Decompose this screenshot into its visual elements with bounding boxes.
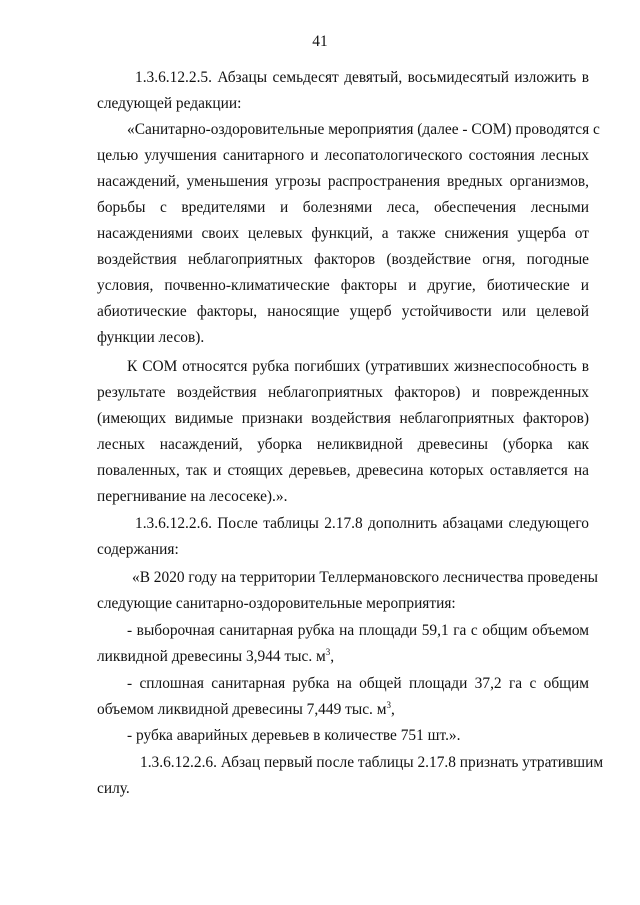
paragraph-line — [97, 700, 589, 720]
paragraph-line: поваленных, так и стоящих деревьев, древесина которых оставляется на — [97, 462, 589, 479]
paragraph-line: насаждениями своих целевых функций, а также снижения ущерба от — [97, 225, 589, 242]
paragraph-line: насаждений, уменьшения угрозы распространения вредных организмов, — [97, 173, 589, 190]
paragraph-line: борьбы с вредителями и болезнями леса, обеспечения лесными — [97, 199, 589, 216]
paragraph-line: - выборочная санитарная рубка на площади 59,1 га с общим объемом — [127, 622, 589, 639]
paragraph-line: перегнивание на лесосеке).». — [97, 488, 288, 505]
paragraph-line: силу. — [97, 780, 130, 797]
paragraph-line: 1.3.6.12.2.6. После таблицы 2.17.8 дополнить абзацами следующего — [135, 515, 589, 532]
paragraph-line: результате воздействия неблагоприятных факторов) и поврежденных — [97, 384, 589, 401]
paragraph-line: - сплошная санитарная рубка на общей площади 37,2 га с общим — [127, 675, 589, 692]
paragraph-line: целью улучшения санитарного и лесопатологического состояния лесных — [97, 147, 589, 164]
paragraph-line: «Санитарно-оздоровительные мероприятия (далее - СОМ) проводятся с — [127, 121, 600, 138]
line-text: объемом ликвидной древесины 7,449 тыс. м — [97, 701, 387, 718]
paragraph-line: К СОМ относятся рубка погибших (утративших жизнеспособность в — [127, 358, 589, 375]
line-punctuation: , — [330, 648, 335, 665]
line-text: ликвидной древесины 3,944 тыс. м — [97, 648, 326, 665]
paragraph-line: условия, почвенно-климатические факторы и другие, биотические и — [97, 277, 589, 294]
superscript: 3 — [325, 647, 331, 657]
paragraph-line: 1.3.6.12.2.5. Абзацы семьдесят девятый, восьмидесятый изложить в — [135, 69, 589, 86]
paragraph-line: абиотические факторы, наносящие ущерб устойчивости или целевой — [97, 303, 589, 320]
paragraph-line: следующей редакции: — [97, 95, 242, 112]
paragraph-line: функции лесов). — [97, 329, 205, 346]
paragraph-line: «В 2020 году на территории Теллермановского лесничества проведены — [132, 569, 599, 586]
paragraph-line: следующие санитарно-оздоровительные мероприятия: — [97, 595, 456, 612]
page-number: 41 — [312, 33, 328, 50]
superscript: 3 — [386, 700, 391, 710]
paragraph-line: содержания: — [97, 541, 179, 558]
paragraph-line: лесных насаждений, уборка неликвидной древесины (уборка как — [97, 436, 589, 453]
line-punctuation: , — [390, 701, 395, 718]
paragraph-line: - рубка аварийных деревьев в количестве 751 шт.». — [127, 727, 461, 744]
paragraph-line: воздействия неблагоприятных факторов (воздействие огня, погодные — [97, 251, 589, 268]
paragraph-line — [97, 647, 589, 667]
paragraph-line: 1.3.6.12.2.6. Абзац первый после таблицы 2.17.8 признать утратившим — [140, 754, 604, 771]
paragraph-line: (имеющих видимые признаки воздействия неблагоприятных факторов) — [97, 410, 589, 427]
